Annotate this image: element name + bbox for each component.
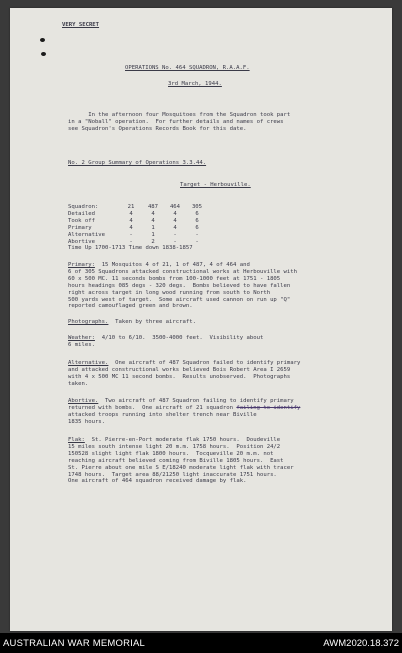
primary-paragraph: [68, 262, 297, 310]
flak-label: Flak:: [68, 437, 85, 443]
row-label: Abortive: [68, 238, 95, 245]
row-label: Squadron:: [68, 204, 99, 210]
table-cell: 305: [191, 204, 203, 210]
intro-paragraph: In the afternoon four Mosquitoes from the Squadron took part in a "Noball" operation. For further details and names of crews see Squadron's Operations Records Book for this date.: [68, 112, 291, 132]
table-cell: 4: [129, 210, 133, 217]
flak-paragraph: [68, 437, 294, 485]
table-cell: -: [129, 231, 133, 238]
row-label: Detailed: [68, 210, 95, 217]
table-cell: 4: [129, 224, 133, 231]
table-cell: 4: [151, 217, 155, 224]
table-cell: 4: [173, 210, 177, 217]
table-cell: 487: [147, 204, 159, 210]
punch-hole-bottom: [41, 52, 46, 56]
table-cell: 1: [151, 224, 155, 231]
time-up-line: Time Up 1700-1713 Time down 1838-1857: [68, 245, 193, 251]
document-page: [10, 8, 392, 631]
document-date: 3rd March, 1944.: [168, 81, 222, 87]
summary-table: [68, 204, 208, 245]
weather-text: 4/10 to 6/10. 3500-4000 feet. Visibility about 6 miles.: [68, 335, 264, 348]
footer-bar: [0, 633, 402, 653]
table-cell: 6: [195, 210, 199, 217]
table-cell: 21: [127, 204, 135, 210]
classification-stamp: VERY SECRET: [62, 22, 100, 28]
table-row: [68, 204, 208, 211]
table-cell: 6: [195, 217, 199, 224]
weather-label: Weather:: [68, 335, 95, 341]
table-cell: 464: [169, 204, 181, 210]
table-cell: 4: [129, 217, 133, 224]
table-row: [68, 218, 208, 225]
table-cell: 4: [173, 217, 177, 224]
document-title: OPERATIONS No. 464 SQUADRON, R.A.A.F.: [125, 65, 250, 71]
primary-label: Primary:: [68, 262, 95, 268]
table-cell: 4: [151, 210, 155, 217]
footer-institution: AUSTRALIAN WAR MEMORIAL: [3, 638, 146, 649]
table-cell: -: [173, 238, 177, 245]
table-cell: -: [195, 238, 199, 245]
photographs-text: Taken by three aircraft.: [108, 319, 196, 325]
abortive-line3: attacked troops running into shelter trench near Biville: [68, 411, 257, 418]
punch-hole-top: [40, 38, 45, 42]
abortive-line4: 1835 hours.: [68, 418, 106, 425]
row-label: Alternative: [68, 231, 106, 238]
footer-accession-number: AWM2020.18.372: [323, 638, 399, 649]
weather-paragraph: [68, 335, 263, 349]
group-summary-heading: No. 2 Group Summary of Operations 3.3.44.: [68, 160, 207, 166]
table-cell: -: [195, 231, 199, 238]
row-label: Took off: [68, 217, 95, 224]
alternative-paragraph: [68, 360, 300, 388]
table-row: [68, 225, 208, 232]
table-cell: 4: [173, 224, 177, 231]
table-cell: 2: [151, 238, 155, 245]
table-cell: -: [173, 231, 177, 238]
table-cell: 6: [195, 224, 199, 231]
photographs-label: Photographs.: [68, 319, 109, 325]
abortive-paragraph: [68, 398, 300, 426]
flak-text: St. Pierre-en-Port moderate flak 1750 hours. Doudeville 15 miles south intense light 20 m.m. 1758 hours. Position 24/2 150528 slight light flak 1800 hours. Tocqueville 20 m.m. not reaching aircraft believed coming from Biville 1805 hours. East St. Pierre about one mile S E/18240 moderate light flak with tracer 1748 hours. Target area 88/21250 light inaccurate 1751 hours. One aircraft of 464 squadron received damage by flak.: [68, 437, 294, 485]
photographs-paragraph: [68, 319, 196, 326]
table-cell: 1: [151, 231, 155, 238]
abortive-line2: returned with bombs. One aircraft of 21 squadron: [68, 404, 237, 411]
table-row: [68, 211, 208, 218]
alternative-text: One aircraft of 487 Squadron failed to identify primary and attacked constructional works believed Bois Robert Area I 2659 with 4 x 500 MC 11 second bombs. Results unobserved. Photographs taken.: [68, 360, 301, 387]
abortive-line1: Two aircraft of 487 Squadron failing to identify primary: [98, 398, 294, 404]
abortive-label: Abortive.: [68, 398, 99, 404]
target-heading: Target - Herbouville.: [180, 182, 251, 188]
alternative-label: Alternative.: [68, 360, 109, 366]
table-row: [68, 232, 208, 239]
table-cell: -: [129, 238, 133, 245]
primary-text: 15 Mosquitos 4 of 21, 1 of 487, 4 of 464 and 6 of 305 Squadrons attacked constructional works at Herbouville with 60 x 500 MC. 11 seconds bombs from 100-1000 feet at 1751 - 1805 hours headings 085 degs - 320 degs. Bombs believed to have fallen right across target in long wood running from south to North 500 yards west of target. Some aircraft used cannon on run up "Q" reported camouflaged green and brown.: [68, 262, 298, 310]
row-label: Primary: [68, 224, 92, 231]
abortive-struck-text: failing to identify: [236, 404, 301, 411]
